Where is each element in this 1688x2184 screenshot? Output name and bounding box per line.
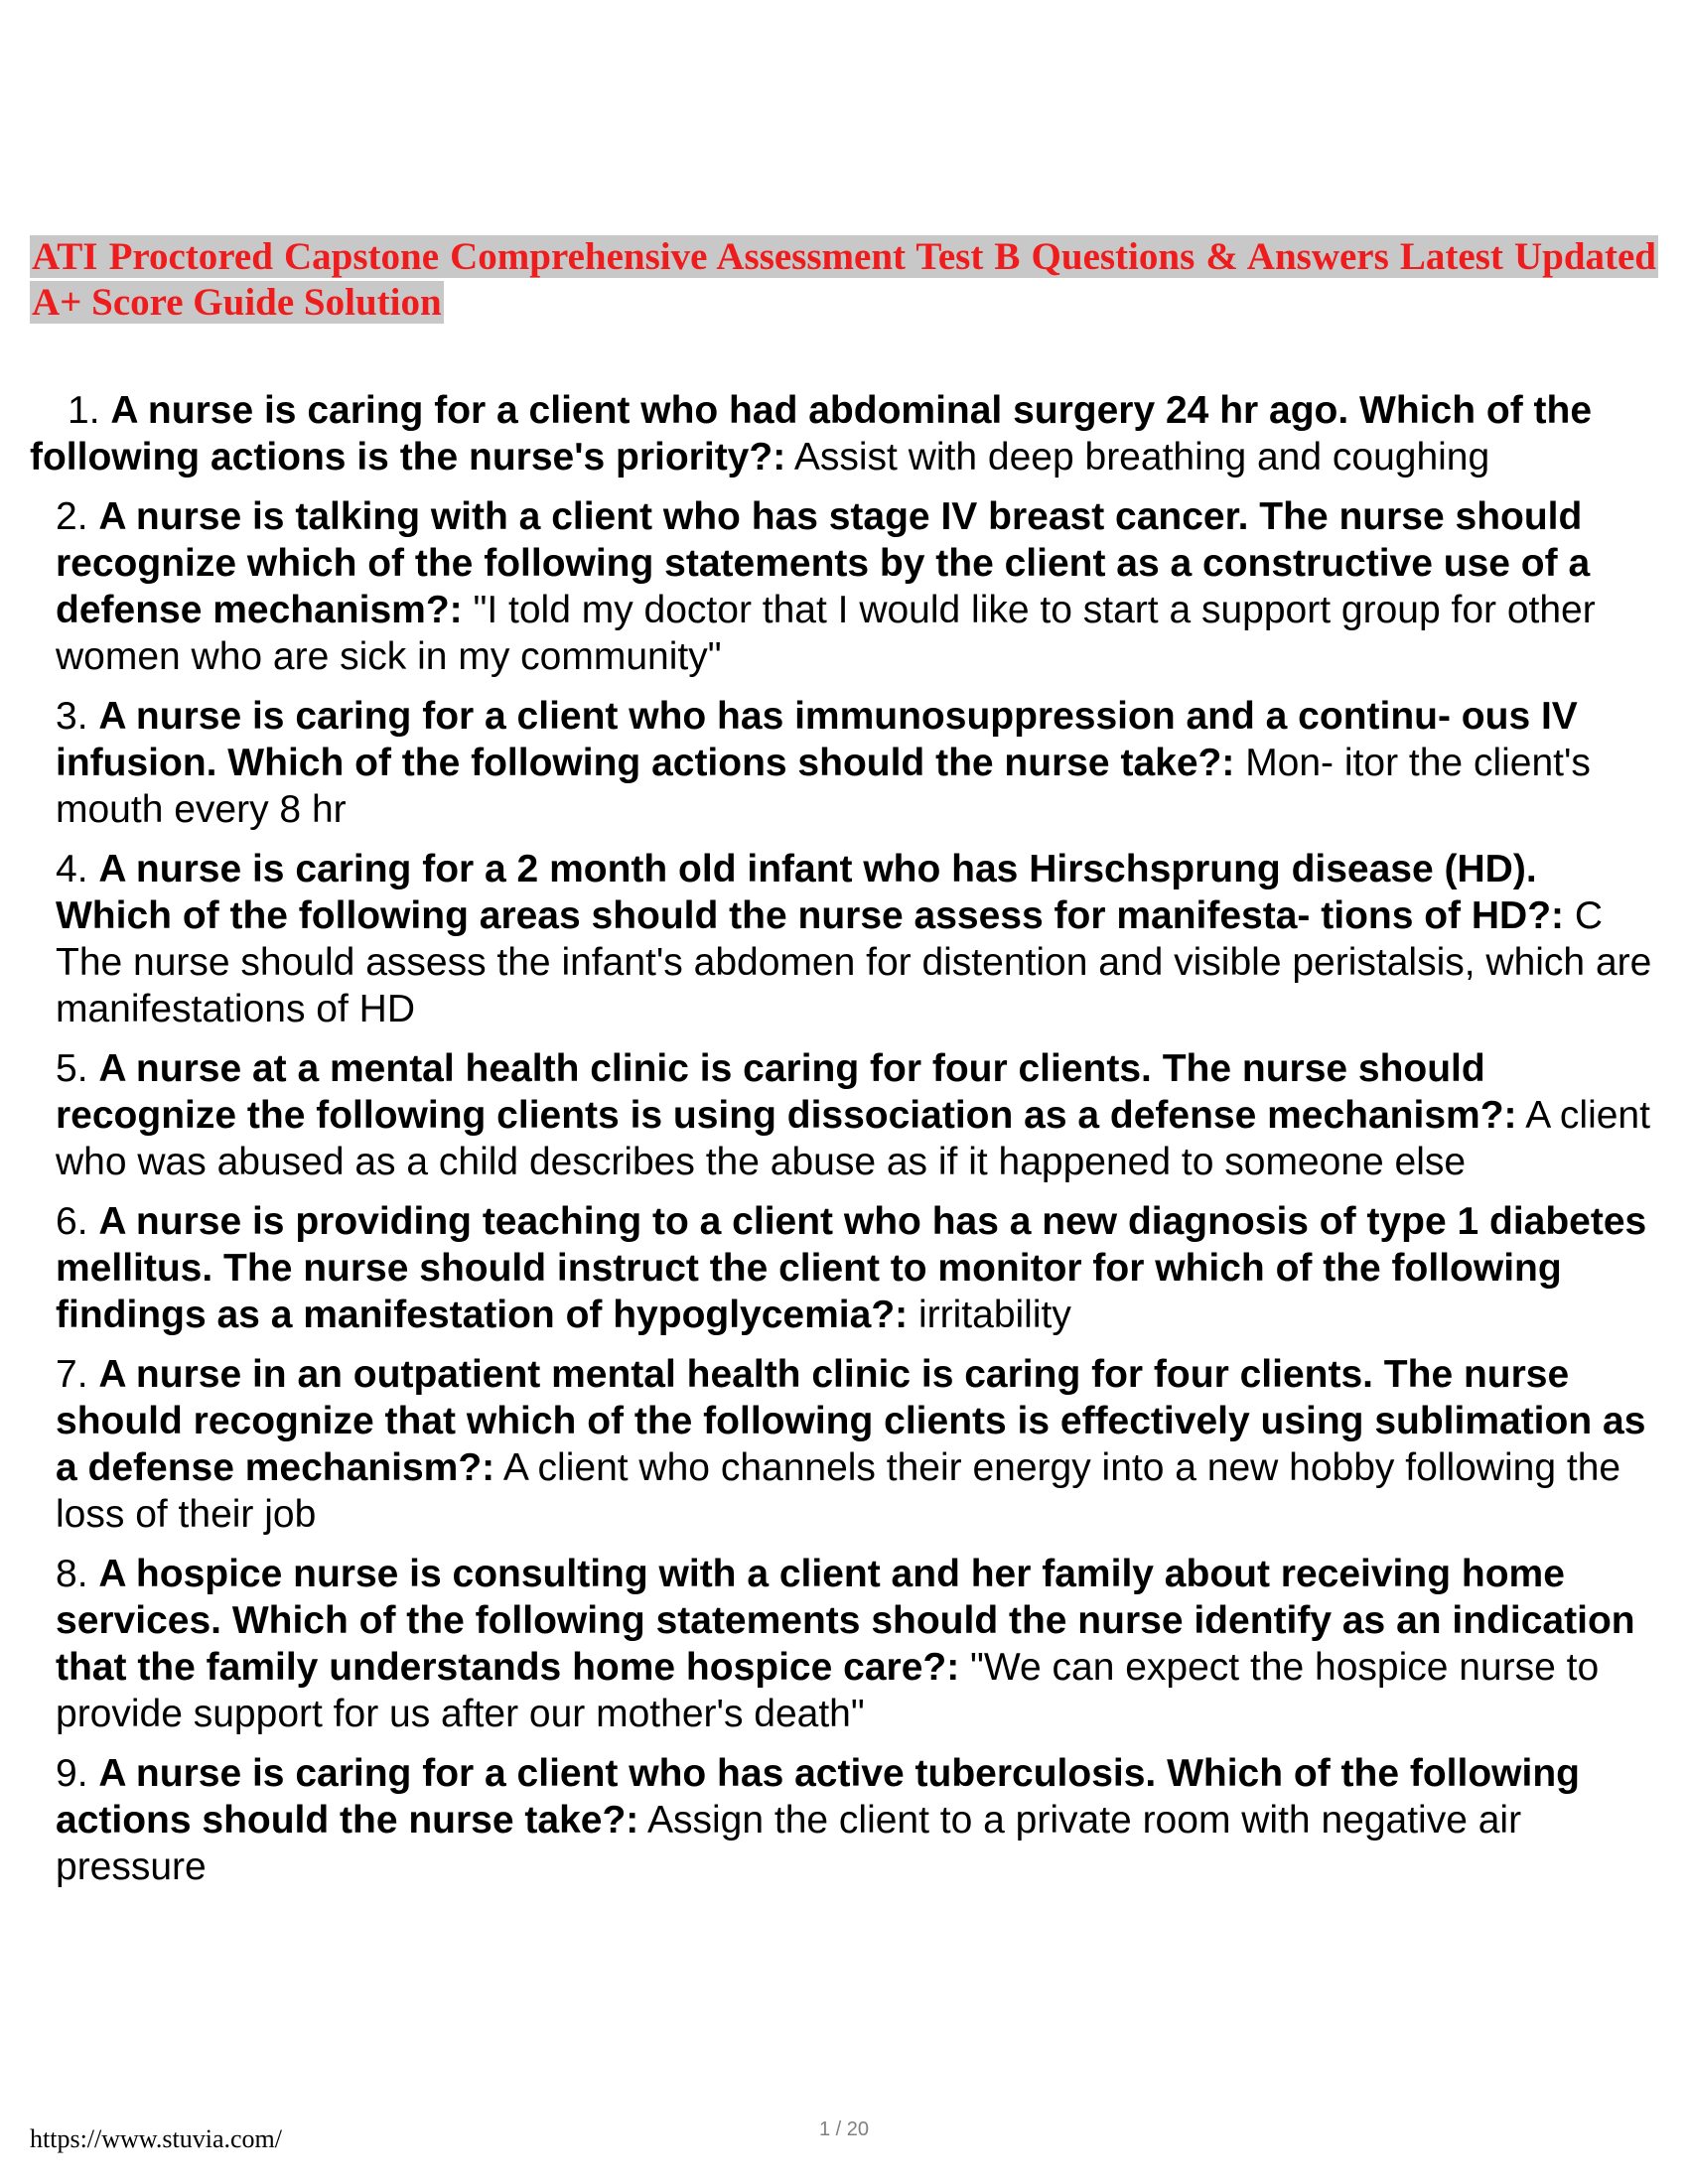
- question-text: A hospice nurse is consulting with a client and her family about receiving home services. Which of the following statements should the nurse identify as an indication that the family understands home hospice care?:: [56, 1553, 1635, 1689]
- qa-item-4: [30, 846, 1658, 1032]
- answer-text: Mon- itor the client's mouth every 8 hr: [56, 742, 1591, 831]
- question-text: A nurse at a mental health clinic is caring for four clients. The nurse should recognize the following clients is using dissociation as a defense mechanism?:: [56, 1047, 1517, 1137]
- question-text: A nurse is caring for a client who has active tuberculosis. Which of the following actions should the nurse take?:: [56, 1752, 1580, 1842]
- question-text: A nurse is caring for a client who has immunosuppression and a continu- ous IV infusion. Which of the following actions should the nurse take?:: [56, 695, 1578, 784]
- qa-item-9: [30, 1750, 1658, 1890]
- document-title: [30, 234, 1658, 326]
- question-number: 2.: [56, 495, 88, 538]
- qa-item-2: [30, 493, 1658, 680]
- answer-explanation: The nurse should assess the infant's abdomen for distention and visible peristalsis, which are manifestations of HD: [56, 941, 1652, 1030]
- qa-item-7: [30, 1351, 1658, 1538]
- question-text: A nurse is providing teaching to a client who has a new diagnosis of type 1 diabetes mellitus. The nurse should instruct the client to monitor for which of the following findings as a manifestation of hypoglycemia?:: [56, 1200, 1647, 1336]
- qa-item-6: [30, 1198, 1658, 1338]
- answer-text: "We can expect the hospice nurse to provide support for us after our mother's death": [56, 1646, 1600, 1735]
- footer-url-link[interactable]: https://www.stuvia.com/: [30, 2124, 282, 2153]
- question-number: 1.: [68, 389, 100, 432]
- question-text: A nurse is caring for a client who had abdominal surgery 24 hr ago. Which of the following actions is the nurse's priority?:: [30, 389, 1593, 478]
- question-number: 5.: [56, 1047, 88, 1090]
- question-number: 6.: [56, 1200, 88, 1243]
- question-number: 7.: [56, 1353, 88, 1396]
- question-number: 8.: [56, 1553, 88, 1595]
- qa-item-1: [30, 387, 1658, 480]
- answer-text: A client who channels their energy into a new hobby following the loss of their job: [56, 1446, 1621, 1536]
- answer-text: A client who was abused as a child describes the abuse as if it happened to someone else: [56, 1094, 1650, 1183]
- title-highlight: ATI Proctored Capstone Comprehensive Assessment Test B Questions & Answers Latest Updated A+ Score Guide Solution: [32, 235, 1656, 324]
- answer-text: irritability: [917, 1294, 1071, 1336]
- question-text: A nurse in an outpatient mental health clinic is caring for four clients. The nurse should recognize that which of the following clients is effectively using sublimation as a defense mechanism?:: [56, 1353, 1646, 1489]
- page-indicator: 1 / 20: [818, 2118, 870, 2140]
- question-number: 3.: [56, 695, 88, 738]
- answer-text: "I told my doctor that I would like to start a support group for other women who are sick in my community": [56, 589, 1596, 678]
- qa-item-8: [30, 1551, 1658, 1737]
- qa-item-3: [30, 693, 1658, 833]
- question-text: A nurse is caring for a 2 month old infant who has Hirschsprung disease (HD). Which of the following areas should the nurse assess for manifesta- tions of HD?:: [56, 848, 1565, 937]
- question-number: 4.: [56, 848, 88, 890]
- answer-text: Assign the client to a private room with negative air pressure: [56, 1799, 1522, 1888]
- qa-list: [30, 387, 1658, 1903]
- answer-text: C: [1574, 894, 1604, 937]
- answer-text: Assist with deep breathing and coughing: [793, 436, 1490, 478]
- question-number: 9.: [56, 1752, 88, 1795]
- question-text: A nurse is talking with a client who has stage IV breast cancer. The nurse should recognize which of the following statements by the client as a constructive use of a defense mechanism?:: [56, 495, 1591, 631]
- qa-item-5: [30, 1045, 1658, 1185]
